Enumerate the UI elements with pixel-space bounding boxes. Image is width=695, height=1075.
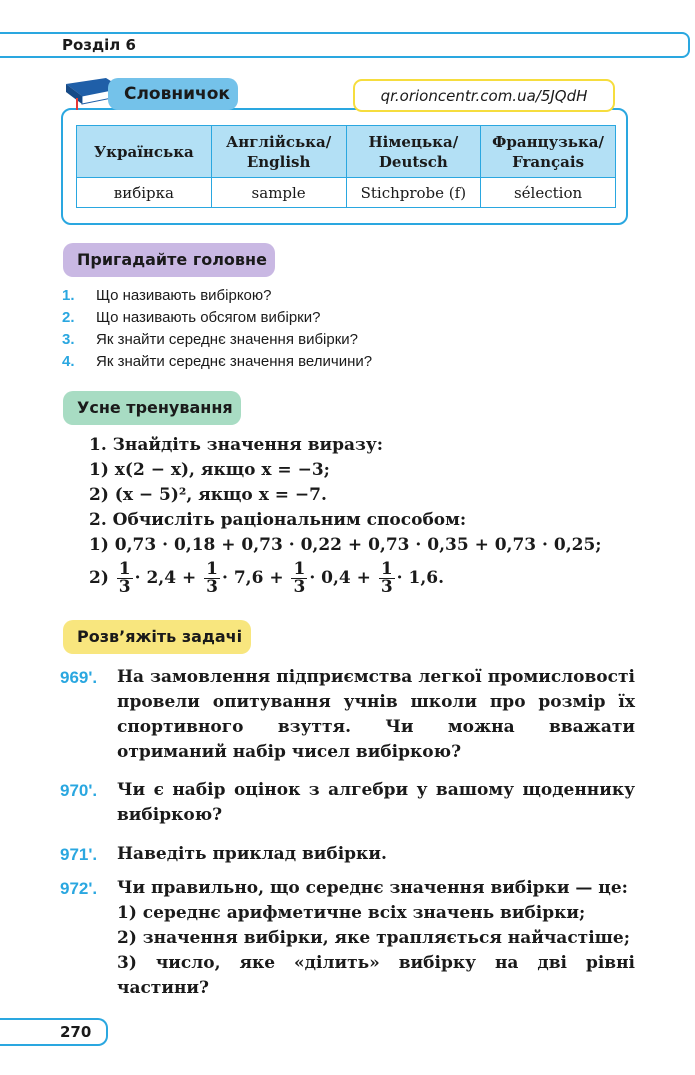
task-text: На замовлення підприємства легкої промисловості провели опитування учнів школи про розмір їх спортивного взуття. Чи можна вважати отриманий набір чисел вибіркою? xyxy=(117,667,635,762)
qr-link[interactable]: qr.orioncentr.com.ua/5JQdH xyxy=(353,79,615,112)
list-item xyxy=(62,351,372,373)
list-text: Що називають обсягом вибірки? xyxy=(96,309,321,326)
task-number: 969'. xyxy=(60,668,98,687)
table-row xyxy=(77,178,616,208)
list-item xyxy=(62,307,372,329)
list-number: 4. xyxy=(62,353,75,370)
expression-term: · 1,6. xyxy=(396,568,445,588)
task-item xyxy=(60,842,635,867)
exercise-line: 1) x(2 − x), якщо x = −3; xyxy=(89,460,330,480)
denominator: 3 xyxy=(118,577,131,597)
oral-exercises xyxy=(89,433,602,597)
task-item xyxy=(60,665,635,765)
list-text: Як знайти середнє значення вибірки? xyxy=(96,331,359,348)
table-cell: sample xyxy=(211,178,346,208)
table-cell: sélection xyxy=(481,178,616,208)
fraction xyxy=(204,561,220,596)
task-text: Чи є набір оцінок з алгебри у вашому щоденнику вибіркою? xyxy=(117,780,635,825)
exercise-line: 1) 0,73 · 0,18 + 0,73 · 0,22 + 0,73 · 0,35 + 0,73 · 0,25; xyxy=(89,535,602,555)
expression-term: · 0,4 + xyxy=(309,568,371,588)
fraction-expression xyxy=(89,559,602,597)
page-number-box xyxy=(0,1018,108,1046)
list-item xyxy=(62,329,372,351)
task-text: Чи правильно, що середнє значення вибірки — це: xyxy=(117,878,628,898)
list-number: 3. xyxy=(62,331,75,348)
table-header-cell: Українська xyxy=(77,126,212,178)
dictionary-title: Словничок xyxy=(108,78,238,110)
task-subitem: 3) число, яке «ділить» вибірку на дві рівні xyxy=(117,953,635,973)
tasks-heading: Розв’яжіть задачі xyxy=(63,620,251,654)
table-cell: вибірка xyxy=(77,178,212,208)
numerator: 1 xyxy=(118,559,131,579)
page-number: 270 xyxy=(60,1023,92,1041)
table-header-cell: Англійська/ English xyxy=(211,126,346,178)
task-subitem: частини? xyxy=(117,978,209,998)
numerator: 1 xyxy=(293,559,306,579)
task-number: 971'. xyxy=(60,845,98,864)
section-header xyxy=(0,32,690,58)
list-text: Як знайти середнє значення величини? xyxy=(96,353,373,370)
denominator: 3 xyxy=(206,577,218,597)
oral-training-heading: Усне тренування xyxy=(63,391,241,425)
denominator: 3 xyxy=(293,577,306,597)
fraction xyxy=(291,561,307,596)
section-title: Розділ 6 xyxy=(62,36,136,54)
table-header-cell: Французька/ Français xyxy=(481,126,616,178)
list-text: Що називають вибіркою? xyxy=(96,287,272,304)
expression-term: · 2,4 + xyxy=(134,568,197,588)
task-subitem: 2) значення вибірки, яке трапляється найчастіше; xyxy=(117,928,631,948)
expression-term: · 7,6 + xyxy=(221,568,284,588)
denominator: 3 xyxy=(380,577,393,597)
task-number: 972'. xyxy=(60,879,98,898)
table-cell: Stichprobe (f) xyxy=(346,178,481,208)
expression-prefix: 2) xyxy=(89,568,109,588)
list-number: 1. xyxy=(62,287,75,304)
numerator: 1 xyxy=(206,559,218,579)
list-number: 2. xyxy=(62,309,75,326)
table-header-cell: Німецька/ Deutsch xyxy=(346,126,481,178)
numerator: 1 xyxy=(380,559,393,579)
fraction xyxy=(379,561,395,596)
exercise-line: 1. Знайдіть значення виразу: xyxy=(89,435,384,455)
list-item xyxy=(62,285,372,307)
exercise-line: 2. Обчисліть раціональним способом: xyxy=(89,510,467,530)
recall-heading: Пригадайте головне xyxy=(63,243,275,277)
task-subitem: 1) середнє арифметичне всіх значень вибірки; xyxy=(117,903,586,923)
recall-list xyxy=(62,285,372,373)
table-header-row xyxy=(77,126,616,178)
dictionary-table xyxy=(76,125,616,208)
task-item xyxy=(60,778,635,828)
exercise-line: 2) (x − 5)², якщо x = −7. xyxy=(89,485,327,505)
task-text: Наведіть приклад вибірки. xyxy=(117,844,387,864)
task-item xyxy=(60,876,635,1001)
fraction xyxy=(117,561,133,596)
task-number: 970'. xyxy=(60,781,98,800)
